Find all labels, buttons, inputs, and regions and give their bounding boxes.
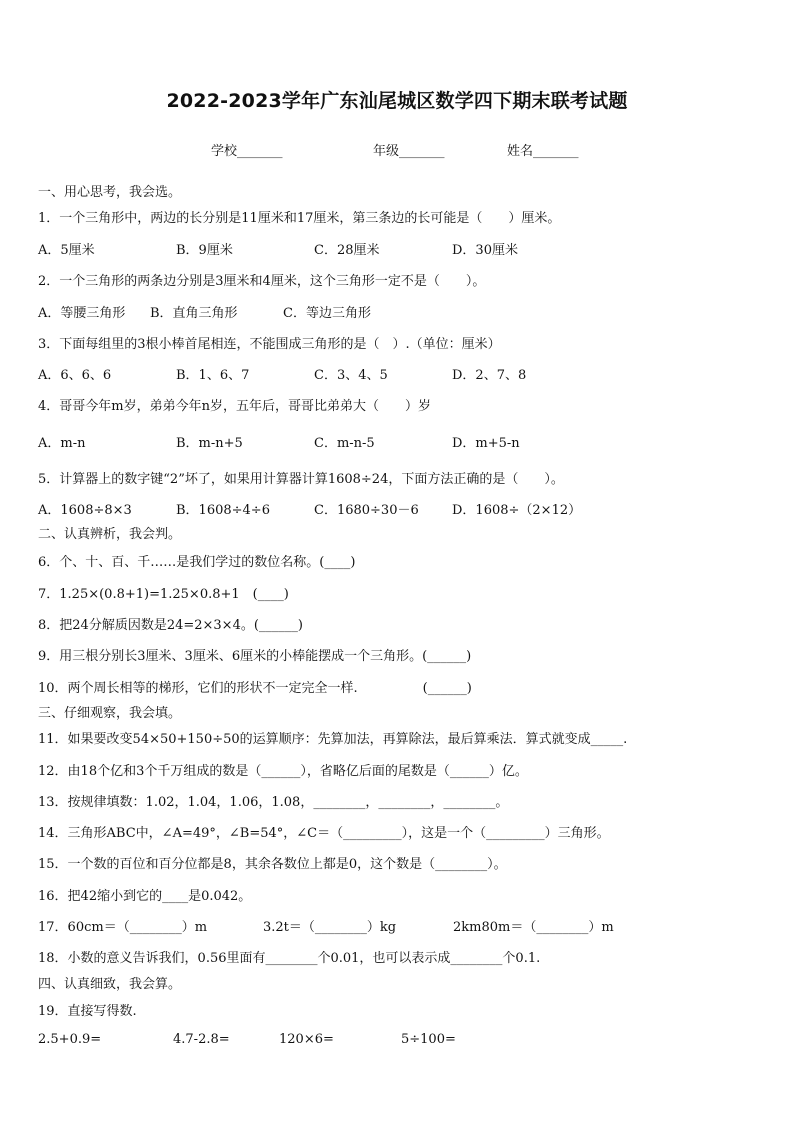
q1-option-d: D．30厘米 (452, 243, 518, 258)
q2-option-c: C．等边三角形 (283, 306, 371, 321)
q5-option-a: A．1608÷8×3 (38, 503, 132, 518)
question-6: 6．个、十、百、千……是我们学过的数位名称。(____) (38, 555, 356, 570)
q4-option-b: B．m-n+5 (176, 436, 243, 451)
question-8: 8．把24分解质因数是24=2×3×4。(______) (38, 618, 303, 633)
q19-item-2: 4.7-2.8= (173, 1032, 230, 1047)
question-19: 19．直接写得数. (38, 1004, 137, 1019)
name-field: 姓名_______ (507, 144, 579, 159)
q4-option-c: C．m-n-5 (314, 436, 375, 451)
q19-item-4: 5÷100= (401, 1032, 456, 1047)
section-2-heading: 二、认真辨析，我会判。 (38, 527, 182, 542)
question-7: 7．1.25×(0.8+1)=1.25×0.8+1 (____) (38, 587, 289, 602)
question-4: 4．哥哥今年m岁，弟弟今年n岁，五年后，哥哥比弟弟大（ ）岁 (38, 399, 431, 414)
q3-option-a: A．6、6、6 (38, 368, 112, 383)
question-18: 18．小数的意义告诉我们，0.56里面有________个0.01，也可以表示成________个0.1. (38, 951, 541, 966)
section-4-heading: 四、认真细致，我会算。 (38, 977, 182, 992)
q3-option-d: D．2、7、8 (452, 368, 527, 383)
question-2: 2．一个三角形的两条边分别是3厘米和4厘米，这个三角形一定不是（ ）。 (38, 274, 486, 289)
section-3-heading: 三、仔细观察，我会填。 (38, 706, 182, 721)
question-17-part-2: 3.2t＝（________）kg (263, 920, 397, 935)
section-1-heading: 一、用心思考，我会选。 (38, 185, 182, 200)
q3-option-b: B．1、6、7 (176, 368, 250, 383)
q3-option-c: C．3、4、5 (314, 368, 388, 383)
question-16: 16．把42缩小到它的____是0.042。 (38, 889, 252, 904)
question-17-part-3: 2km80m＝（________）m (453, 920, 614, 935)
school-field: 学校_______ (211, 144, 283, 159)
question-3: 3．下面每组里的3根小棒首尾相连，不能围成三角形的是（ ）.（单位：厘米） (38, 337, 501, 352)
question-12: 12．由18个亿和3个千万组成的数是（______），省略亿后面的尾数是（______）亿。 (38, 764, 528, 779)
q4-option-d: D．m+5-n (452, 436, 520, 451)
question-11: 11．如果要改变54×50+150÷50的运算顺序：先算加法，再算除法，最后算乘法．算式就变成_____. (38, 732, 628, 747)
grade-field: 年级_______ (373, 144, 445, 159)
q2-option-a: A．等腰三角形 (38, 306, 126, 321)
question-10: 10．两个周长相等的梯形，它们的形状不一定完全一样. (______) (38, 681, 472, 696)
q1-option-b: B．9厘米 (176, 243, 233, 258)
question-1: 1．一个三角形中，两边的长分别是11厘米和17厘米，第三条边的长可能是（ ）厘米。 (38, 211, 561, 226)
q2-option-b: B．直角三角形 (150, 306, 238, 321)
question-14: 14．三角形ABC中，∠A=49°，∠B=54°，∠C＝（_________），这是一个（_________）三角形。 (38, 826, 610, 841)
q1-option-c: C．28厘米 (314, 243, 380, 258)
page-title: 2022-2023学年广东汕尾城区数学四下期末联考试题 (166, 90, 628, 112)
question-15: 15．一个数的百位和百分位都是8，其余各数位上都是0，这个数是（________）。 (38, 857, 507, 872)
q19-item-3: 120×6= (279, 1032, 334, 1047)
q4-option-a: A．m-n (38, 436, 86, 451)
q19-item-1: 2.5+0.9= (38, 1032, 102, 1047)
q5-option-c: C．1680÷30－6 (314, 503, 419, 518)
question-9: 9．用三根分别长3厘米、3厘米、6厘米的小棒能摆成一个三角形。(______) (38, 649, 472, 664)
q5-option-d: D．1608÷（2×12） (452, 503, 582, 518)
q5-option-b: B．1608÷4÷6 (176, 503, 270, 518)
question-5: 5．计算器上的数字键“2”坏了，如果用计算器计算1608÷24，下面方法正确的是（ ）。 (38, 472, 564, 487)
question-17-part-1: 17．60cm＝（________）m (38, 920, 208, 935)
q1-option-a: A．5厘米 (38, 243, 95, 258)
question-13: 13．按规律填数：1.02，1.04，1.06，1.08，________，________，________。 (38, 795, 509, 810)
